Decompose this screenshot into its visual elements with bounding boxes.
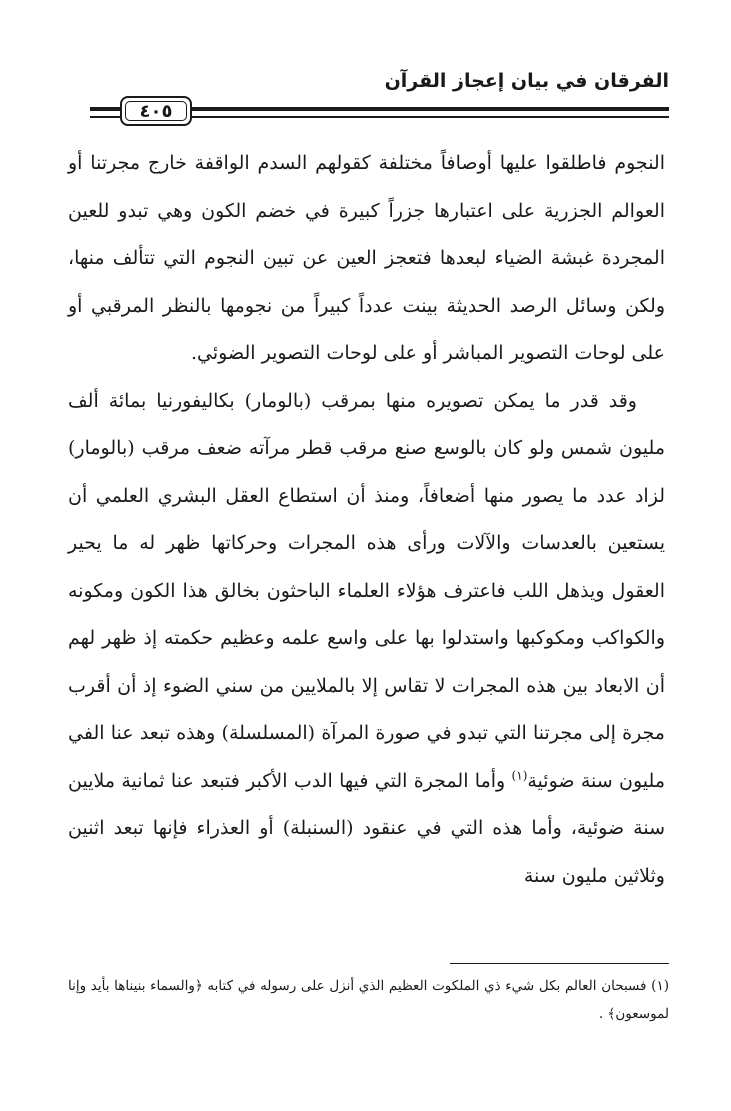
page-number — [120, 96, 192, 126]
page-number-text: ٤٠٥ — [139, 100, 173, 122]
header-rule-thick — [192, 107, 669, 111]
header-rule-thin — [192, 116, 669, 118]
running-title: الفرقان في بيان إعجاز القرآن — [384, 70, 669, 92]
paragraph-2-part-2: وأما المجرة التي فيها الدب الأكبر فتبعد عنا ثمانية ملايين سنة ضوئية، وأما هذه التي في عنقود (السنبلة) أو العذراء فإنها تبعد اثنين وثلاثين مليون سنة — [68, 769, 665, 887]
paragraph-2-part-1: وقد قدر ما يمكن تصويره منها بمرقب (بالومار) بكاليفورنيا بمائة ألف مليون شمس ولو كان بالوسع صنع مرقب قطر مرآته ضعف مرقب (بالومار) لزاد عدد ما يصور منها أضعافاً، ومنذ أن استطاع العقل البشري العلمي أن يستعين بالعدسات والآلات ورأى هذه المجرات وحركاتها ظهر له ما يحير العقول ويذهل اللب فاعترف هؤلاء العلماء الباحثون بخالق هذا الكون ومكونه والكواكب ومكوكبها واستدلوا بها على واسع علمه وعظيم حكمته إذ ظهر لهم أن الابعاد بين هذه المجرات لا تقاس إلا بالملايين من سني الضوء إذ أن أقرب مجرة إلى مجرتنا التي تبدو في صورة المرآة (المسلسلة) وهذه تبعد عنا الفي مليون سنة ضوئية — [68, 389, 665, 792]
footnote-divider — [450, 963, 669, 964]
footnote-reference[interactable]: (١) — [511, 768, 528, 783]
paragraph-1: النجوم فاطلقوا عليها أوصافاً مختلفة كقولهم السدم الواقفة خارج مجرتنا أو العوالم الجزرية على اعتبارها جزراً كبيرة في خضم الكون وهي تبدو للعين المجردة غبشة الضياء لبعدها فتعجز العين عن تبين النجوم التي تتألف منها، ولكن وسائل الرصد الحديثة بينت عدداً كبيراً من نجومها بالنظر المرقبي أو على لوحات التصوير المباشر أو على لوحات التصوير الضوئي. — [68, 152, 665, 364]
header-rule-left-thick — [90, 107, 120, 111]
body-text — [68, 140, 665, 900]
footnote-1: (١) فسبحان العالم بكل شيء ذي الملكوت العظيم الذي أنزل على رسوله في كتابه ﴿والسماء بنيناها بأيد وإنا لموسعون﴾ . — [68, 978, 669, 1022]
paragraph-2 — [68, 378, 665, 901]
header-rule-left-thin — [90, 116, 120, 118]
